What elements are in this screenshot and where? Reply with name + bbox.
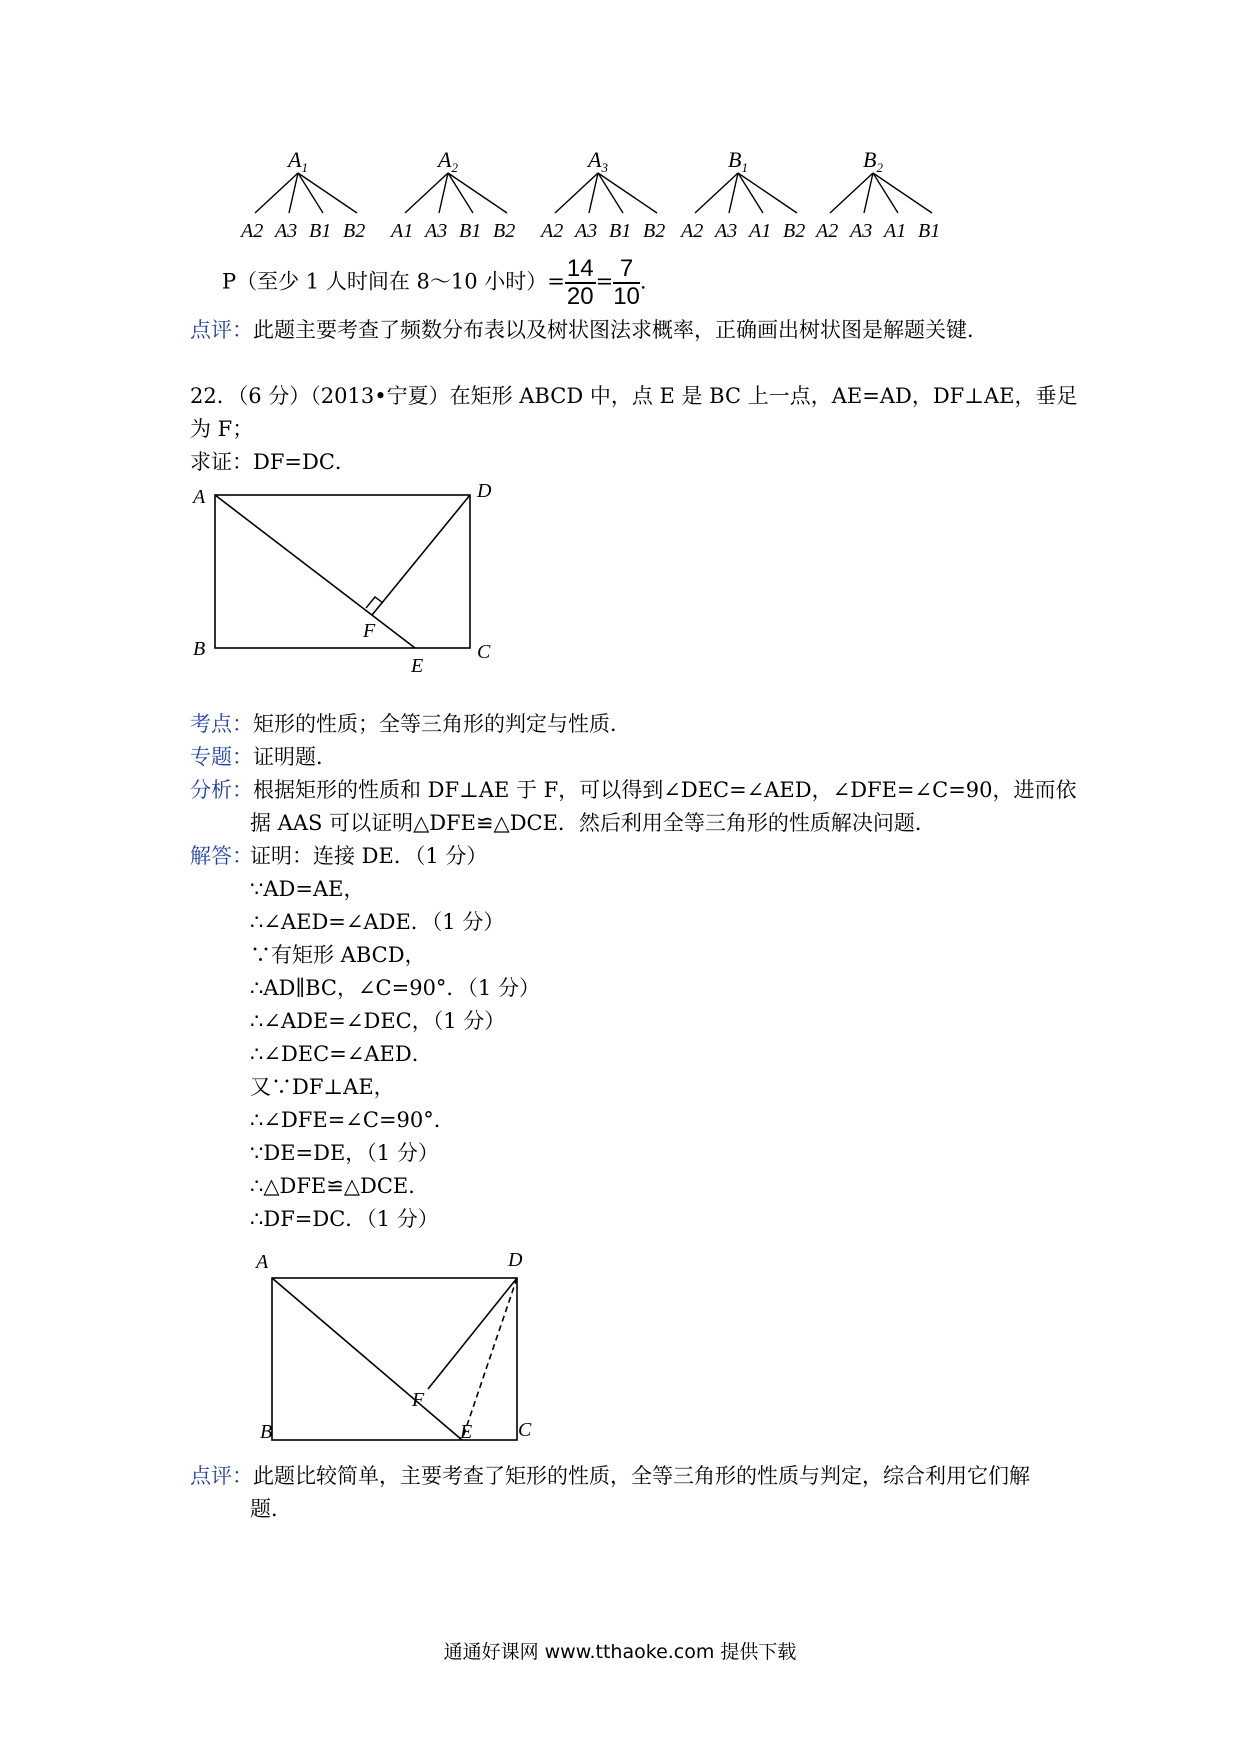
tree-leaf-label: B1 — [459, 220, 482, 242]
label-d: D — [508, 1249, 523, 1271]
tree-group — [389, 147, 515, 242]
proof-step: 证明：连接 DE．（1 分） — [250, 844, 488, 868]
proof-step: ∴DF=DC．（1 分） — [250, 1207, 439, 1231]
tree-branch — [255, 173, 298, 213]
tree-root-label: $B_2$ — [863, 147, 883, 175]
proof-step: ∵DE=DE，（1 分） — [250, 1141, 439, 1165]
probability-prefix: P（至少 1 人时间在 8～10 小时）= — [222, 269, 565, 294]
jieda-steps — [250, 840, 540, 1236]
fraction-7-10: $\frac{7}{10}$ — [613, 255, 640, 310]
tree-leaf-label: A1 — [391, 220, 414, 242]
rectangle-figure-1 — [185, 475, 505, 680]
tree-group — [814, 147, 940, 242]
proof-step: ∴AD∥BC，∠C=90°．（1 分） — [250, 976, 540, 1000]
tree-branch — [448, 173, 507, 213]
tree-branch — [738, 173, 763, 213]
tree-branch — [439, 173, 448, 213]
label-f: F — [412, 1389, 425, 1411]
label-b: B — [193, 638, 206, 660]
tree-root-label: $A_3$ — [588, 147, 608, 175]
tree-root-label: $A_2$ — [438, 147, 458, 175]
tree-leaf-label: A1 — [749, 220, 772, 242]
tree-group — [539, 147, 665, 242]
proof-step: 又∵DF⊥AE， — [250, 1075, 395, 1099]
tree-leaf-label: A2 — [816, 220, 839, 242]
tree-branch — [598, 173, 623, 213]
tree-leaf-label: A2 — [541, 220, 564, 242]
tree-branch — [448, 173, 473, 213]
tree-branch — [873, 173, 898, 213]
comment-1: 点评：此题主要考查了频数分布表以及树状图法求概率，正确画出树状图是解题关键． — [190, 318, 988, 342]
tree-branch — [289, 173, 298, 213]
page-footer: 通通好课网 www.tthaoke.com 提供下载 — [443, 1641, 797, 1663]
tree-branch — [864, 173, 873, 213]
proof-step: ∴∠AED=∠ADE．（1 分） — [250, 910, 505, 934]
label-a: A — [193, 486, 206, 508]
tree-leaf-label: B2 — [783, 220, 806, 242]
probability-line: P（至少 1 人时间在 8～10 小时）= $\frac{14}{20}$ = $\frac{7}{10}$ . — [222, 255, 647, 310]
tree-leaf-label: A2 — [681, 220, 704, 242]
fraction-14-20: $\frac{14}{20}$ — [566, 255, 594, 310]
tree-branch — [405, 173, 448, 213]
tree-diagram — [240, 145, 960, 250]
tree-leaf-label: A1 — [884, 220, 907, 242]
tree-root-label: $A_1$ — [288, 147, 308, 175]
tree-branch — [738, 173, 797, 213]
label-c: C — [477, 641, 491, 663]
fenxi: 分析：根据矩形的性质和 DF⊥AE 于 F，可以得到∠DEC=∠AED，∠DFE=∠C=90，进而依 — [190, 778, 1077, 802]
tree-branch — [589, 173, 598, 213]
label-b: B — [260, 1421, 273, 1443]
tree-leaf-label: B2 — [493, 220, 516, 242]
tree-branch — [830, 173, 873, 213]
tree-group — [679, 147, 805, 242]
label-c: C — [518, 1419, 532, 1441]
fenxi-line-2: 据 AAS 可以证明△DFE≌△DCE．然后利用全等三角形的性质解决问题． — [250, 811, 936, 835]
tree-leaf-label: B1 — [609, 220, 632, 242]
label-e: E — [460, 1421, 473, 1443]
tree-branch — [695, 173, 738, 213]
label-a: A — [256, 1251, 269, 1273]
proof-step: ∵AD=AE， — [250, 877, 365, 901]
tree-leaf-label: A2 — [241, 220, 264, 242]
rectangle-figure-2 — [250, 1240, 550, 1450]
jieda-label: 解答： — [190, 844, 253, 868]
tree-root-label: $B_1$ — [728, 147, 748, 175]
tree-group — [240, 147, 365, 242]
tree-branch — [729, 173, 738, 213]
proof-step: ∴∠DFE=∠C=90°． — [250, 1108, 455, 1132]
tree-branch — [555, 173, 598, 213]
proof-step: ∴∠ADE=∠DEC，（1 分） — [250, 1009, 506, 1033]
tree-leaf-label: A3 — [275, 220, 298, 242]
tree-leaf-label: B1 — [918, 220, 941, 242]
proof-step: ∴∠DEC=∠AED． — [250, 1042, 433, 1066]
tree-leaf-label: A3 — [715, 220, 738, 242]
tree-leaf-label: B1 — [309, 220, 332, 242]
zhuanti: 专题：证明题． — [190, 745, 337, 769]
tree-branch — [598, 173, 657, 213]
comment-label: 点评： — [190, 318, 253, 342]
label-e: E — [411, 655, 424, 677]
tree-branch — [298, 173, 323, 213]
tree-leaf-label: A3 — [850, 220, 873, 242]
comment-2: 点评：此题比较简单，主要考查了矩形的性质，全等三角形的性质与判定，综合利用它们解 — [190, 1464, 1030, 1488]
tree-branch — [298, 173, 357, 213]
label-d: D — [477, 480, 492, 502]
label-f: F — [363, 620, 376, 642]
problem-line-1: 22．（6 分）（2013•宁夏）在矩形 ABCD 中，点 E 是 BC 上一点，AE=AD，DF⊥AE，垂足 — [190, 384, 1078, 408]
tree-branch — [873, 173, 932, 213]
proof-step: ∴△DFE≌△DCE． — [250, 1174, 430, 1198]
tree-leaf-label: A3 — [575, 220, 598, 242]
problem-line-3: 求证：DF=DC． — [190, 450, 356, 474]
problem-line-2: 为 F； — [190, 417, 254, 441]
tree-leaf-label: B2 — [343, 220, 366, 242]
tree-leaf-label: B2 — [643, 220, 666, 242]
proof-step: ∵有矩形 ABCD， — [250, 943, 426, 967]
comment-2-line-2: 题． — [250, 1497, 292, 1521]
kaodian: 考点：矩形的性质；全等三角形的判定与性质． — [190, 712, 631, 736]
tree-leaf-label: A3 — [425, 220, 448, 242]
